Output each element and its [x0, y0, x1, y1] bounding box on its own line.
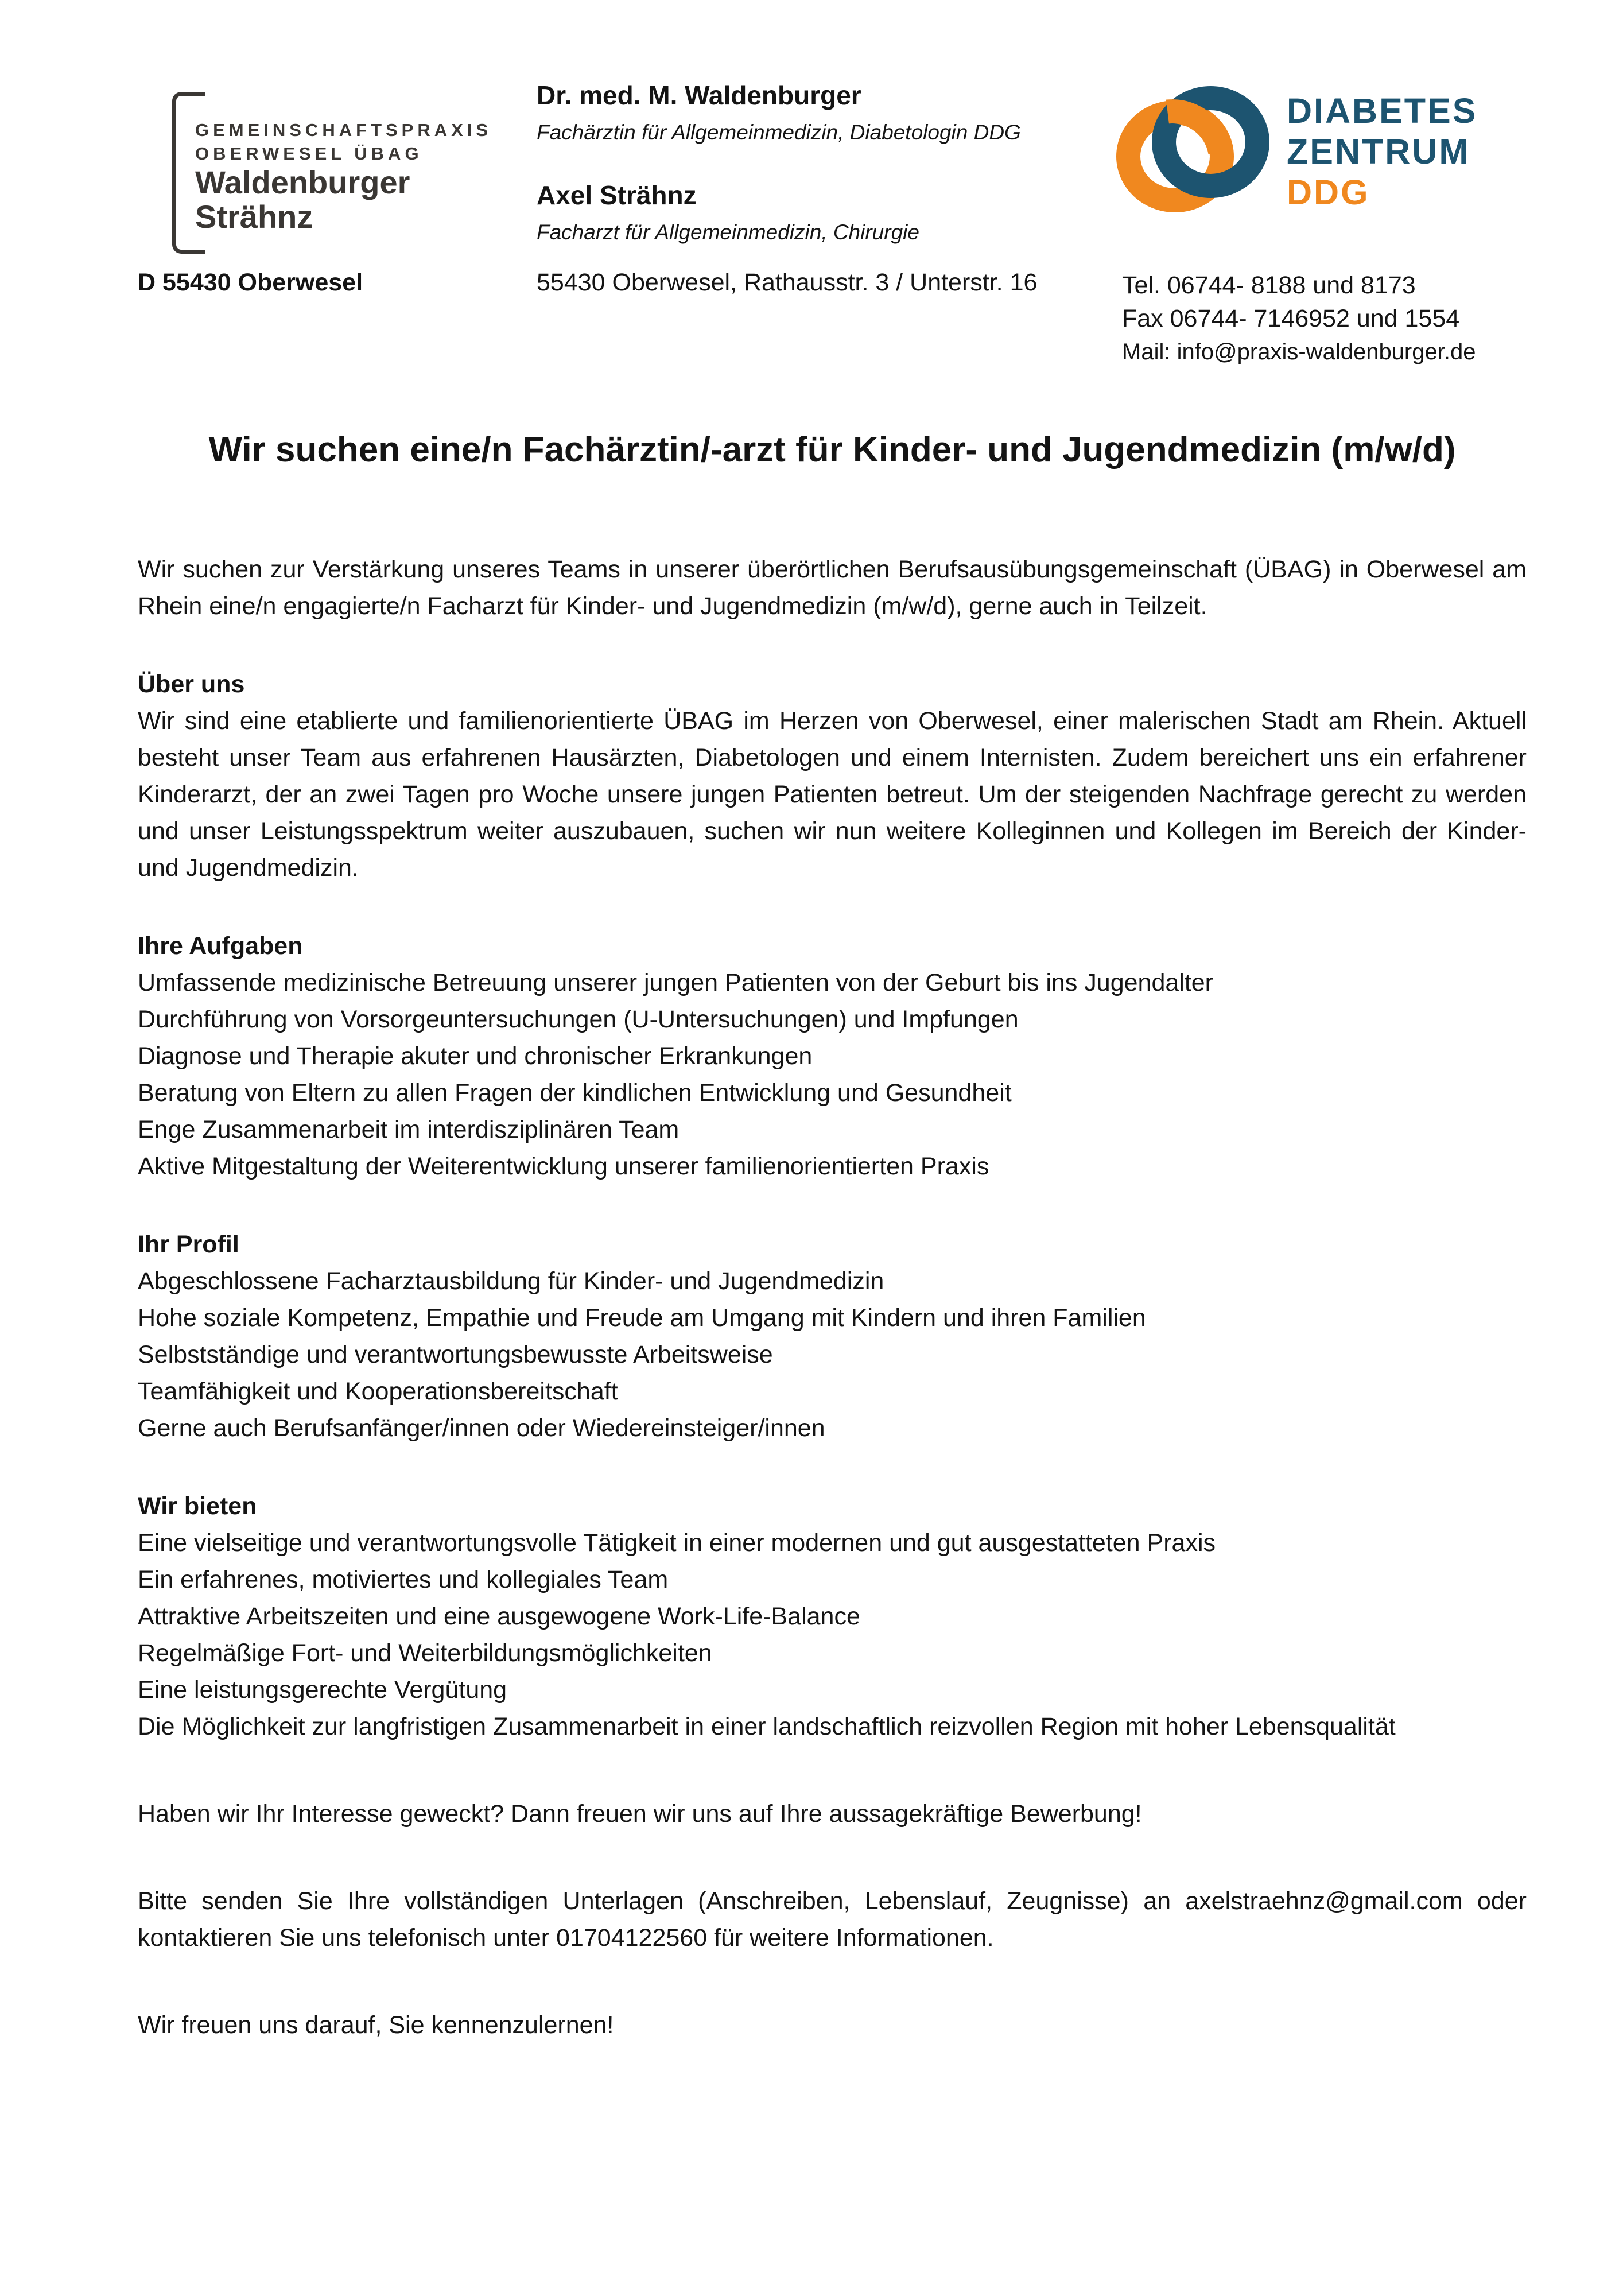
ddg-rings-icon — [1116, 86, 1274, 218]
list-item: Enge Zusammenarbeit im interdisziplinären Team — [138, 1116, 680, 1143]
list-item: Eine leistungsgerechte Vergütung — [138, 1676, 507, 1704]
diabetes-zentrum-logo — [1116, 86, 1477, 218]
list-item: Umfassende medizinische Betreuung unserer jungen Patienten von der Geburt bis ins Jugendalter — [138, 969, 1214, 996]
letterhead — [0, 80, 1623, 270]
offer-list — [138, 1525, 1527, 1745]
list-item: Attraktive Arbeitszeiten und eine ausgewogene Work-Life-Balance — [138, 1603, 860, 1630]
list-item: Beratung von Eltern zu allen Fragen der kindlichen Entwicklung und Gesundheit — [138, 1079, 1012, 1107]
doctor2-title: Facharzt für Allgemeinmedizin, Chirurgie — [537, 220, 919, 244]
ddg-logo-line2: ZENTRUM — [1287, 132, 1470, 171]
section-heading-offer: Wir bieten — [138, 1492, 257, 1520]
doctor1-title: Fachärztin für Allgemeinmedizin, Diabetologin DDG — [537, 121, 1021, 144]
list-item: Abgeschlossene Facharztausbildung für Kinder- und Jugendmedizin — [138, 1267, 884, 1295]
tasks-list — [138, 964, 1527, 1185]
job-title: Wir suchen eine/n Fachärztin/-arzt für Kinder- und Jugendmedizin (m/w/d) — [208, 430, 1456, 470]
job-ad-body — [138, 551, 1527, 2043]
list-item: Teamfähigkeit und Kooperationsbereitschaft — [138, 1378, 618, 1405]
list-item: Aktive Mitgestaltung der Weiterentwicklung unserer familienorientierten Praxis — [138, 1153, 989, 1180]
list-item: Durchführung von Vorsorgeuntersuchungen (U-Untersuchungen) und Impfungen — [138, 1006, 1019, 1033]
list-item: Selbstständige und verantwortungsbewusste Arbeitsweise — [138, 1341, 773, 1368]
practice-logo-name2: Strähnz — [195, 199, 313, 235]
contact-block — [1122, 269, 1476, 369]
about-paragraph: Wir sind eine etablierte und familienorientierte ÜBAG im Herzen von Oberwesel, einer malerischen Stadt am Rhein. Aktuell besteht unser Team aus erfahrenen Hausärzten, Diabetologen und einem Internisten. Zudem bereichert uns ein erfahrener Kinderarzt, der an zwei Tagen pro Woche unsere jungen Patienten betreut. Um der steigenden Nachfrage gerecht zu werden und unser Leistungsspektrum weiter auszubauen, suchen wir nun weitere Kolleginnen und Kollegen im Bereich der Kinder- und Jugendmedizin. — [138, 707, 1527, 882]
closing-farewell: Wir freuen uns darauf, Sie kennenzulernen! — [138, 2011, 614, 2039]
email-line: Mail: info@praxis-waldenburger.de — [1122, 339, 1476, 364]
doctor1-name: Dr. med. M. Waldenburger — [537, 80, 861, 110]
practice-logo-name1: Waldenburger — [195, 164, 410, 200]
list-item: Ein erfahrenes, motiviertes und kollegiales Team — [138, 1566, 669, 1593]
list-item: Gerne auch Berufsanfänger/innen oder Wiedereinsteiger/innen — [138, 1414, 825, 1442]
practice-logo-line1: GEMEINSCHAFTSPRAXIS — [195, 120, 492, 140]
street-address: 55430 Oberwesel, Rathausstr. 3 / Unterstr. 16 — [537, 269, 1038, 296]
ddg-logo-line3: DDG — [1287, 173, 1370, 212]
closing-application: Bitte senden Sie Ihre vollständigen Unterlagen (Anschreiben, Lebenslauf, Zeugnisse) an axelstraehnz@gmail.com oder kontaktieren Sie uns telefonisch unter 01704122560 für weitere Informationen. — [138, 1887, 1527, 1952]
doctors-block — [537, 80, 1021, 246]
ddg-logo-text — [1287, 91, 1477, 213]
ddg-logo-line1: DIABETES — [1287, 91, 1478, 130]
section-heading-about: Über uns — [138, 670, 245, 698]
intro-paragraph: Wir suchen zur Verstärkung unseres Teams in unserer überörtlichen Berufsausübungsgemeinschaft (ÜBAG) in Oberwesel am Rhein eine/n engagierte/n Facharzt für Kinder- und Jugendmedizin (m/w/d), gerne auch in Teilzeit. — [138, 556, 1527, 620]
section-heading-tasks: Ihre Aufgaben — [138, 932, 303, 960]
closing-interest: Haben wir Ihr Interesse geweckt? Dann freuen wir uns auf Ihre aussagekräftige Bewerbung! — [138, 1800, 1142, 1828]
practice-logo-line2: OBERWESEL ÜBAG — [195, 144, 423, 164]
doctor2-name: Axel Strähnz — [537, 180, 697, 210]
list-item: Diagnose und Therapie akuter und chronischer Erkrankungen — [138, 1042, 813, 1070]
profile-list — [138, 1263, 1527, 1446]
practice-logo — [172, 92, 492, 254]
phone-line: Tel. 06744- 8188 und 8173 — [1122, 272, 1416, 299]
list-item: Regelmäßige Fort- und Weiterbildungsmöglichkeiten — [138, 1639, 712, 1667]
list-item: Hohe soziale Kompetenz, Empathie und Freude am Umgang mit Kindern und ihren Familien — [138, 1304, 1146, 1332]
list-item: Eine vielseitige und verantwortungsvolle Tätigkeit in einer modernen und gut ausgestatteten Praxis — [138, 1529, 1216, 1557]
fax-line: Fax 06744- 7146952 und 1554 — [1122, 305, 1460, 332]
city-left: D 55430 Oberwesel — [138, 269, 363, 296]
section-heading-profile: Ihr Profil — [138, 1231, 239, 1258]
list-item: Die Möglichkeit zur langfristigen Zusammenarbeit in einer landschaftlich reizvollen Region mit hoher Lebensqualität — [138, 1713, 1396, 1740]
practice-logo-text — [195, 92, 492, 254]
